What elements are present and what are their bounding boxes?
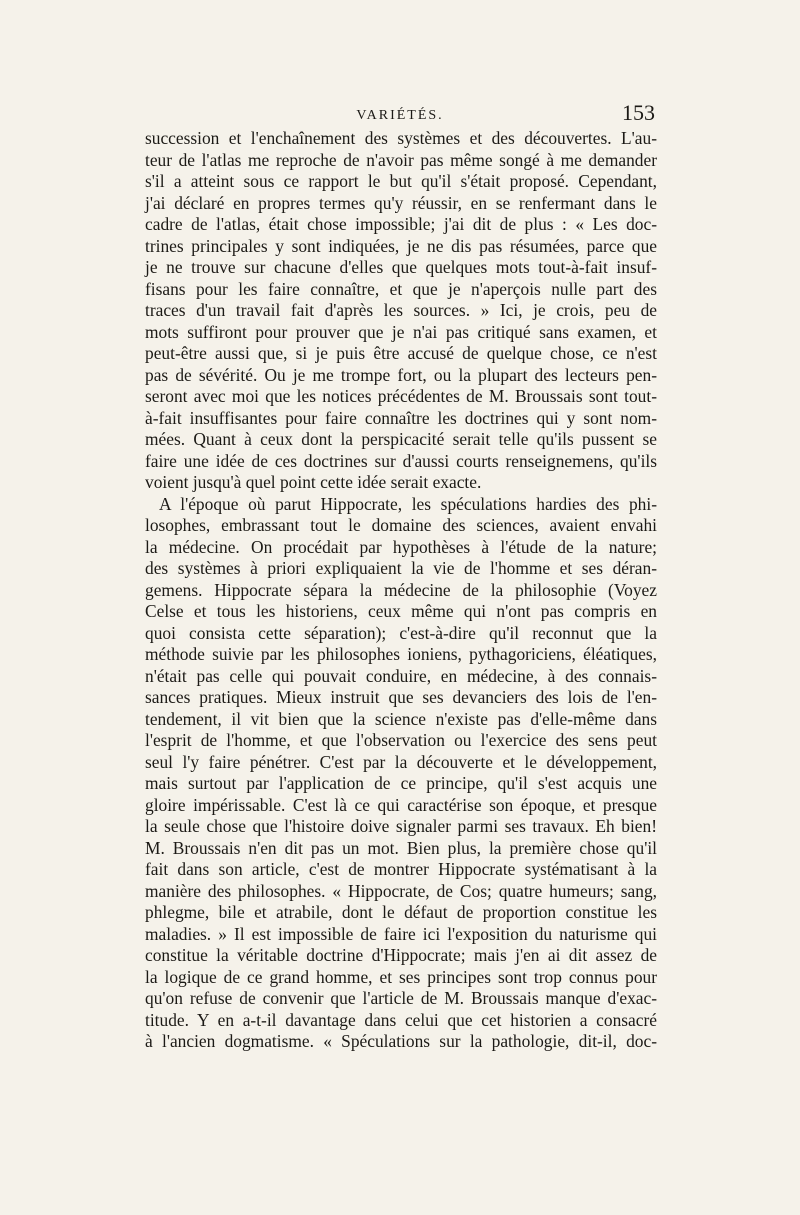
- text-line: trines principales y sont indiquées, je ne dis pas résumées, parce que: [145, 235, 657, 256]
- text-line: l'esprit de l'homme, et que l'observation ou l'exercice des sens peut: [145, 730, 657, 750]
- text-line: mais surtout par l'application de ce principe, qu'il s'est acquis une: [145, 773, 657, 793]
- text-line: j'ai déclaré en propres termes qu'y réussir, en se renfermant dans le: [145, 192, 657, 213]
- text-line: peut-être aussi que, si je puis être accusé de quelque chose, ce n'est: [145, 343, 657, 363]
- text-line: s'il a atteint sous ce rapport le but qu'il s'était proposé. Cependant,: [145, 171, 657, 191]
- text-line: manière des philosophes. « Hippocrate, de Cos; quatre humeurs; sang,: [145, 880, 657, 901]
- text-line: la médecine. On procédait par hypothèses à l'étude de la nature;: [145, 536, 657, 557]
- text-line: à l'ancien dogmatisme. « Spéculations sur la pathologie, dit-il, doc-: [145, 1031, 657, 1051]
- running-head: VARIÉTÉS.: [356, 108, 444, 123]
- text-line: fisans pour les faire connaître, et que je n'aperçois nulle part des: [145, 278, 657, 299]
- text-line: la seule chose que l'histoire doive signaler parmi ses travaux. Eh bien!: [145, 816, 657, 836]
- paragraph-last-line: voient jusqu'à quel point cette idée serait exacte.: [145, 472, 482, 492]
- text-line: à-fait insuffisantes pour faire connaître les doctrines qui y sont nom-: [145, 407, 657, 428]
- text-line: qu'on refuse de convenir que l'article de M. Broussais manque d'exac-: [145, 988, 657, 1008]
- text-line: seul l'y faire pénétrer. C'est par la découverte et le développement,: [145, 751, 657, 772]
- paragraph-first-line: A l'époque où parut Hippocrate, les spéculations hardies des phi-: [159, 493, 657, 514]
- body-text: [145, 128, 657, 1053]
- text-line: seront avec moi que les notices précédentes de M. Broussais sont tout-: [145, 386, 657, 406]
- text-line: tendement, il vit bien que la science n'existe pas d'elle-même dans: [145, 708, 657, 729]
- page-number: 153: [622, 100, 655, 125]
- text-line: mots suffiront pour prouver que je n'ai pas critiqué sans examen, et: [145, 321, 657, 342]
- text-line: mées. Quant à ceux dont la perspicacité serait telle qu'ils pussent se: [145, 429, 657, 449]
- text-line: je ne trouve sur chacune d'elles que quelques mots tout-à-fait insuf-: [145, 257, 657, 277]
- text-line: des systèmes à priori expliquaient la vie de l'homme et ses déran-: [145, 558, 657, 578]
- text-line: méthode suivie par les philosophes ioniens, pythagoriciens, éléatiques,: [145, 644, 657, 664]
- text-line: Celse et tous les historiens, ceux même qui n'ont pas compris en: [145, 601, 657, 621]
- text-line: teur de l'atlas me reproche de n'avoir pas même songé à me demander: [145, 149, 657, 170]
- text-line: fait dans son article, c'est de montrer Hippocrate systématisant à la: [145, 859, 657, 879]
- text-line: constitue la véritable doctrine d'Hippocrate; mais j'en ai dit assez de: [145, 945, 657, 965]
- text-line: quoi consista cette séparation); c'est-à-dire qu'il reconnut que la: [145, 622, 657, 643]
- text-line: gemens. Hippocrate sépara la médecine de la philosophie (Voyez: [145, 579, 657, 600]
- text-line: n'était pas celle qui pouvait conduire, en médecine, à des connais-: [145, 665, 657, 686]
- text-line: la logique de ce grand homme, et ses principes sont trop connus pour: [145, 966, 657, 987]
- text-line: titude. Y en a-t-il davantage dans celui que cet historien a consacré: [145, 1009, 657, 1030]
- page-header: [145, 100, 655, 130]
- text-line: traces d'un travail fait d'après les sources. » Ici, je crois, peu de: [145, 300, 657, 320]
- text-line: faire une idée de ces doctrines sur d'aussi courts renseignemens, qu'ils: [145, 450, 657, 471]
- text-line: M. Broussais n'en dit pas un mot. Bien plus, la première chose qu'il: [145, 837, 657, 858]
- text-line: succession et l'enchaînement des systèmes et des découvertes. L'au-: [145, 128, 657, 148]
- text-line: sances pratiques. Mieux instruit que ses devanciers des lois de l'en-: [145, 687, 657, 707]
- text-line: losophes, embrassant tout le domaine des sciences, avaient envahi: [145, 515, 657, 535]
- text-line: pas de sévérité. Ou je me trompe fort, ou la plupart des lecteurs pen-: [145, 364, 657, 385]
- text-line: phlegme, bile et atrabile, dont le défaut de proportion constitue les: [145, 902, 657, 922]
- text-line: maladies. » Il est impossible de faire ici l'exposition du naturisme qui: [145, 923, 657, 944]
- text-line: gloire impérissable. C'est là ce qui caractérise son époque, et presque: [145, 794, 657, 815]
- text-line: cadre de l'atlas, était chose impossible; j'ai dit de plus : « Les doc-: [145, 214, 657, 234]
